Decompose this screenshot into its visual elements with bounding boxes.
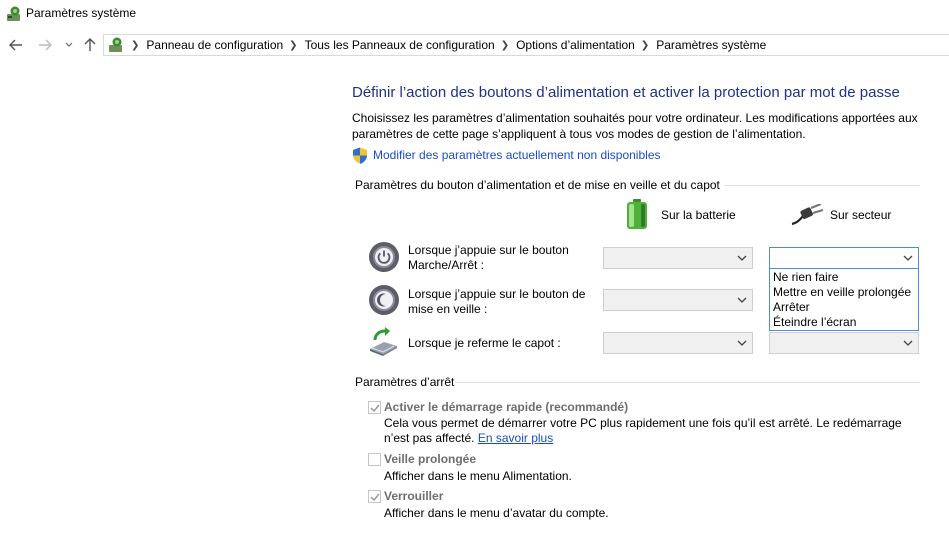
learn-more-link[interactable]: En savoir plus [477, 431, 554, 445]
arrow-left-icon [9, 39, 23, 51]
dropdown-option-hibernate[interactable]: Mettre en veille prolongée [773, 285, 912, 299]
power-button-row-label: Lorsque j’appuie sur le bouton Marche/Arrêt : [408, 243, 569, 272]
breadcrumb-item-control-panel[interactable]: Panneau de configuration [146, 38, 284, 52]
battery-icon [624, 199, 650, 230]
dropdown-option-turn-off-display[interactable]: Éteindre l’écran [773, 315, 857, 329]
fast-startup-desc-text: Cela vous permet de démarrer votre PC plus rapidement une fois qu’il est arrêté. Le redémarrage n’est pas affecté. [384, 416, 902, 445]
chevron-down-icon [737, 255, 747, 261]
plugged-in-column-label: Sur secteur [830, 208, 892, 222]
lock-title: Verrouiller [384, 489, 444, 503]
chevron-down-icon [903, 340, 913, 346]
page-title: Définir l’action des boutons d’alimentation et activer la protection par mot de passe [352, 84, 900, 101]
battery-column-label: Sur la batterie [661, 208, 736, 222]
breadcrumb-item-system-settings[interactable]: Paramètres système [656, 38, 767, 52]
lid-row-label: Lorsque je referme le capot : [408, 336, 561, 350]
dropdown-option-shut-down[interactable]: Arrêter [773, 300, 810, 314]
chevron-down-icon [65, 42, 73, 48]
fast-startup-description [384, 416, 929, 446]
laptop-lid-icon [367, 327, 399, 359]
chevron-right-icon: ❯ [640, 39, 650, 51]
hibernate-checkbox[interactable] [368, 453, 381, 466]
checkmark-icon [370, 404, 380, 412]
lock-checkbox[interactable] [368, 490, 381, 503]
chevron-down-icon [903, 255, 913, 261]
power-button-icon [368, 241, 400, 273]
back-button[interactable] [6, 36, 26, 54]
uac-shield-icon [352, 147, 368, 164]
forward-button[interactable] [35, 36, 55, 54]
breadcrumb-item-all-panels[interactable]: Tous les Panneaux de configuration [304, 38, 495, 52]
hibernate-title: Veille prolongée [384, 452, 477, 466]
intro-text: Choisissez les paramètres d’alimentation souhaités pour votre ordinateur. Les modifications apportées aux paramètres de cette page s’appliquent à tous vos modes de gestion de l’alimentation. [352, 111, 918, 141]
title-bar [0, 0, 949, 28]
power-plug-icon [790, 204, 824, 226]
sleep-button-row-label: Lorsque j’appuie sur le bouton de mise en veille : [408, 287, 586, 316]
recent-locations-button[interactable] [63, 36, 75, 54]
section-divider [455, 382, 920, 383]
chevron-down-icon [737, 340, 747, 346]
section-divider [724, 185, 920, 186]
power-button-battery-select[interactable] [603, 247, 753, 269]
sleep-button-battery-select[interactable] [603, 289, 753, 311]
change-unavailable-settings-link[interactable]: Modifier des paramètres actuellement non disponibles [373, 148, 661, 162]
chevron-down-icon [737, 297, 747, 303]
chevron-right-icon: ❯ [500, 39, 510, 51]
chevron-right-icon: ❯ [131, 39, 140, 51]
power-button-plugged-select[interactable] [769, 247, 919, 269]
power-button-plugged-dropdown-list [769, 268, 919, 331]
window-title: Paramètres système [26, 6, 137, 20]
control-panel-icon [107, 36, 125, 54]
fast-startup-title: Activer le démarrage rapide (recommandé) [384, 400, 629, 414]
address-bar[interactable] [103, 34, 949, 56]
hibernate-description: Afficher dans le menu Alimentation. [384, 469, 572, 483]
lid-plugged-select[interactable] [769, 332, 919, 354]
lock-description: Afficher dans le menu d’avatar du compte. [384, 506, 609, 520]
lid-battery-select[interactable] [603, 332, 753, 354]
checkmark-icon [370, 493, 380, 501]
up-button[interactable] [81, 36, 99, 54]
breadcrumb-item-power-options[interactable]: Options d’alimentation [516, 38, 635, 52]
dropdown-option-do-nothing[interactable]: Ne rien faire [773, 270, 839, 284]
sleep-button-icon [368, 284, 400, 316]
arrow-right-icon [38, 39, 52, 51]
arrow-up-icon [84, 38, 96, 52]
fast-startup-checkbox[interactable] [368, 401, 381, 414]
power-buttons-section-title: Paramètres du bouton d’alimentation et de mise en veille et du capot [355, 178, 720, 192]
chevron-right-icon: ❯ [289, 39, 298, 51]
shutdown-section-title: Paramètres d’arrêt [355, 375, 455, 389]
power-options-icon [5, 5, 23, 23]
